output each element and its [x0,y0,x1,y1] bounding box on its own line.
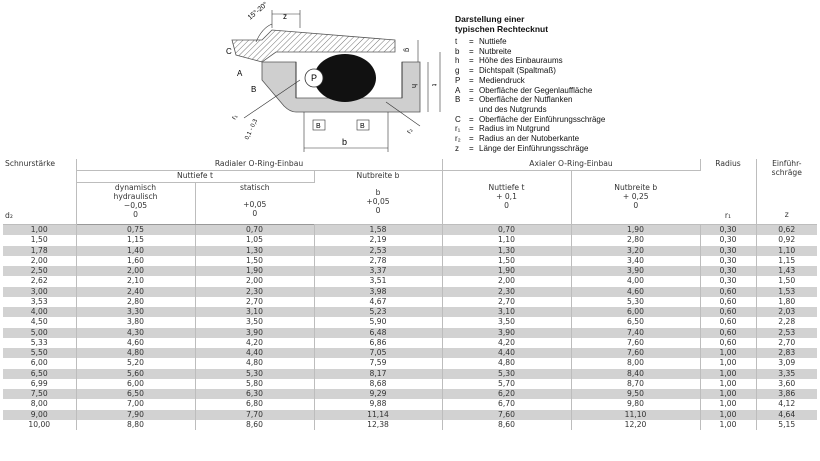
table-cell: 4,20 [195,338,314,348]
label-r1: r₁ [230,113,240,121]
table-cell: 7,70 [195,410,314,420]
table-cell: 2,62 [3,276,76,286]
label-b: b [342,137,348,147]
label-z: z [283,12,287,21]
legend-item [455,37,605,47]
table-cell: 6,80 [195,399,314,409]
table-cell: 6,48 [314,328,442,338]
legend-text: und des Nutgrunds [479,104,547,114]
legend-item [455,66,605,76]
table-row [3,317,817,327]
table-cell: 7,90 [76,410,195,420]
table-cell: 1,30 [442,246,571,256]
table-cell: 5,20 [76,358,195,368]
table-cell: 2,70 [756,338,817,348]
table-cell: 7,40 [571,328,700,338]
table-cell: 12,20 [571,420,700,430]
table-cell: 6,20 [442,389,571,399]
table-cell: 2,53 [314,246,442,256]
table-cell: 2,80 [76,297,195,307]
table-cell: 2,00 [76,266,195,276]
table-cell: 2,80 [571,235,700,245]
table-cell: 0,60 [700,338,756,348]
legend-symbol: h [455,56,460,66]
table-cell: 3,90 [571,266,700,276]
table-cell: 3,09 [756,358,817,368]
legend-equals: = [469,85,474,95]
legend-item [455,105,605,115]
label-g: g [403,48,410,52]
table-cell: 3,60 [756,379,817,389]
table-row [3,358,817,368]
table-cell: 5,23 [314,307,442,317]
table-cell: 5,00 [3,328,76,338]
table-row [3,235,817,245]
table-cell: 9,80 [571,399,700,409]
legend-text: Oberfläche der Gegenlauffläche [479,85,593,95]
table-cell: 4,50 [3,317,76,327]
table-cell: 4,20 [442,338,571,348]
legend-text: Mediendruck [479,75,525,85]
col-dynamic: dynamisch hydraulisch −0,05 0 [76,183,195,225]
legend-equals: = [469,124,474,134]
table-row [3,379,817,389]
table-cell: 1,50 [195,256,314,266]
groove-drawing [0,0,820,158]
table-cell: 2,70 [195,297,314,307]
table-cell: 7,60 [571,338,700,348]
legend-text: Radius an der Nutoberkante [479,134,580,144]
label-range: 0,1 - 0,3 [244,118,260,141]
col-cord: Schnurstärke d₂ [3,159,76,225]
table-row [3,338,817,348]
table-cell: 7,60 [442,410,571,420]
table-cell: 7,59 [314,358,442,368]
col-radial-width: Nutbreite b b +0,05 0 [314,171,442,225]
table-row [3,369,817,379]
table-cell: 0,30 [700,266,756,276]
table-cell: 4,12 [756,399,817,409]
table-cell: 4,00 [571,276,700,286]
table-cell: 5,90 [314,317,442,327]
table-cell: 1,00 [700,399,756,409]
table-row [3,399,817,409]
table-cell: 6,50 [3,369,76,379]
table-cell: 4,80 [76,348,195,358]
legend-equals: = [469,95,474,105]
table-cell: 1,78 [3,246,76,256]
legend-symbol: g [455,66,460,76]
col-radial: Radialer O-Ring-Einbau [76,159,442,171]
table-cell: 3,50 [195,317,314,327]
table-row [3,348,817,358]
table-row [3,328,817,338]
table-row [3,410,817,420]
table-cell: 2,78 [314,256,442,266]
legend-symbol: r₁ [455,124,461,134]
table-cell: 2,70 [442,297,571,307]
table-cell: 1,80 [756,297,817,307]
table-cell: 3,40 [571,256,700,266]
table-cell: 0,75 [76,225,195,236]
table-cell: 0,30 [700,235,756,245]
table-cell: 8,60 [195,420,314,430]
table-row [3,246,817,256]
table-cell: 1,00 [700,358,756,368]
housing-upper [232,30,395,62]
label-h: h [410,84,417,88]
col-axial-width: Nutbreite b + 0,25 0 [571,171,700,225]
table-cell: 4,80 [442,358,571,368]
table-cell: 4,64 [756,410,817,420]
table-cell: 8,80 [76,420,195,430]
table-cell: 8,00 [3,399,76,409]
table-cell: 1,90 [571,225,700,236]
table-cell: 12,38 [314,420,442,430]
label-c: C [226,47,232,56]
table-cell: 2,53 [756,328,817,338]
table-cell: 4,30 [76,328,195,338]
legend-equals: = [469,66,474,76]
table-cell: 5,80 [195,379,314,389]
table-cell: 1,05 [195,235,314,245]
table-cell: 9,50 [571,389,700,399]
table-cell: 1,30 [195,246,314,256]
legend-equals: = [469,46,474,56]
table-cell: 5,30 [442,369,571,379]
table-row [3,297,817,307]
table-cell: 4,40 [442,348,571,358]
legend-equals: = [469,37,474,46]
legend-symbol: B [455,95,461,105]
legend-equals: = [469,56,474,66]
table-row [3,389,817,399]
label-t: t [430,84,437,86]
table-cell: 2,00 [3,256,76,266]
table-cell: 0,30 [700,246,756,256]
table-cell: 1,53 [756,287,817,297]
table-cell: 2,40 [76,287,195,297]
table-cell: 6,00 [571,307,700,317]
table-cell: 3,90 [442,328,571,338]
table-cell: 11,14 [314,410,442,420]
legend-symbol: r₂ [455,134,461,144]
table-cell: 3,20 [571,246,700,256]
table-cell: 2,50 [3,266,76,276]
table-cell: 4,60 [571,287,700,297]
table-cell: 4,40 [195,348,314,358]
table-cell: 0,60 [700,287,756,297]
legend-symbol: z [455,143,459,153]
table-cell: 8,68 [314,379,442,389]
table-cell: 1,00 [700,389,756,399]
legend-text: Nuttiefe [479,37,507,46]
legend-symbol: P [455,75,461,85]
table-cell: 1,00 [700,379,756,389]
legend-text: Nutbreite [479,46,512,56]
table-cell: 3,98 [314,287,442,297]
table-cell: 8,00 [571,358,700,368]
table-cell: 0,60 [700,328,756,338]
legend-item [455,56,605,66]
legend-title-2: typischen Rechtecknut [455,24,549,34]
table-cell: 3,53 [3,297,76,307]
table-cell: 2,00 [442,276,571,286]
table-cell: 1,10 [442,235,571,245]
legend-text: Höhe des Einbauraums [479,56,563,66]
table-cell: 1,00 [700,369,756,379]
table-cell: 2,30 [195,287,314,297]
table-cell: 1,00 [3,225,76,236]
label-b-box-2: B [360,123,365,130]
table-cell: 3,35 [756,369,817,379]
table-cell: 3,80 [76,317,195,327]
table-row [3,276,817,286]
table-cell: 5,15 [756,420,817,430]
label-p: P [310,73,318,83]
table-cell: 8,17 [314,369,442,379]
table-cell: 0,60 [700,317,756,327]
legend-text: Oberfläche der Einführungsschräge [479,114,606,124]
legend-equals: = [469,134,474,144]
table-cell: 4,60 [76,338,195,348]
table-cell: 0,70 [195,225,314,236]
table-cell: 0,60 [700,307,756,317]
table-cell: 6,70 [442,399,571,409]
table-cell: 1,15 [756,256,817,266]
legend-text: Oberfläche der Nutflanken [479,95,573,105]
table-cell: 10,00 [3,420,76,430]
table-row [3,266,817,276]
legend-text: Dichtspalt (Spaltmaß) [479,66,556,76]
table-cell: 0,30 [700,276,756,286]
table-cell: 3,30 [76,307,195,317]
table-cell: 3,10 [442,307,571,317]
label-b-box-1: B [316,123,321,130]
table-cell: 9,29 [314,389,442,399]
table-cell: 8,40 [571,369,700,379]
table-cell: 5,50 [3,348,76,358]
legend-item [455,144,605,154]
table-cell: 0,92 [756,235,817,245]
legend-equals: = [469,143,474,153]
col-axial-depth: Nuttiefe t + 0,1 0 [442,171,571,225]
legend-equals: = [469,114,474,124]
table-cell: 5,70 [442,379,571,389]
table-cell: 1,50 [3,235,76,245]
table-cell: 1,50 [756,276,817,286]
table-cell: 6,50 [571,317,700,327]
table-cell: 6,99 [3,379,76,389]
legend-item [455,134,605,144]
legend-title-1: Darstellung einer [455,14,525,24]
label-b-left: B [251,85,257,94]
col-radius: Radius r₁ [700,159,756,225]
legend-equals [469,105,479,115]
table-cell: 1,50 [442,256,571,266]
table-cell: 0,30 [700,225,756,236]
table-cell: 1,58 [314,225,442,236]
table-cell: 1,60 [76,256,195,266]
table-cell: 1,00 [700,348,756,358]
table-cell: 2,83 [756,348,817,358]
col-static: statisch +0,05 0 [195,183,314,225]
label-angle: 15°-20° [246,1,270,22]
table-cell: 1,43 [756,266,817,276]
legend-item [455,47,605,57]
table-row [3,307,817,317]
table-cell: 2,30 [442,287,571,297]
table-cell: 8,70 [571,379,700,389]
col-radial-depth: Nuttiefe t [76,171,314,183]
table-row [3,225,817,236]
table-cell: 0,70 [442,225,571,236]
table-row [3,420,817,430]
table-cell: 7,05 [314,348,442,358]
legend-symbol: t [455,37,458,46]
table-row [3,256,817,266]
table-cell: 1,40 [76,246,195,256]
table-cell: 1,00 [700,420,756,430]
table-cell: 2,19 [314,235,442,245]
table-cell: 1,90 [195,266,314,276]
label-r2: r₂ [405,127,415,135]
table-cell: 0,30 [700,256,756,266]
table-cell: 3,37 [314,266,442,276]
table-cell: 6,00 [76,379,195,389]
legend-items [455,37,605,153]
table-cell: 4,00 [3,307,76,317]
table-cell: 9,88 [314,399,442,409]
table-cell: 5,33 [3,338,76,348]
legend-symbol [455,105,469,115]
legend-item [455,124,605,134]
table-cell: 8,60 [442,420,571,430]
legend-text: Radius im Nutgrund [479,124,550,134]
table-cell: 2,28 [756,317,817,327]
table-body [3,225,817,431]
table-cell: 3,51 [314,276,442,286]
table-cell: 3,10 [195,307,314,317]
table-cell: 5,60 [76,369,195,379]
legend-symbol: A [455,85,461,95]
table-cell: 1,10 [756,246,817,256]
table-cell: 6,86 [314,338,442,348]
table-cell: 11,10 [571,410,700,420]
table-cell: 7,60 [571,348,700,358]
table-cell: 4,80 [195,358,314,368]
table-cell: 6,50 [76,389,195,399]
table-cell: 4,67 [314,297,442,307]
legend [455,14,605,153]
legend-symbol: C [455,114,461,124]
table-cell: 2,10 [76,276,195,286]
table-cell: 2,00 [195,276,314,286]
table-cell: 3,50 [442,317,571,327]
legend-item [455,86,605,96]
table-cell: 7,50 [3,389,76,399]
dimension-table [3,159,817,430]
legend-text: Länge der Einführungsschräge [479,143,589,153]
table-cell: 5,30 [195,369,314,379]
legend-item [455,95,605,105]
legend-equals: = [469,75,474,85]
table-cell: 0,62 [756,225,817,236]
table-cell: 5,30 [571,297,700,307]
table-cell: 2,03 [756,307,817,317]
label-a: A [237,69,243,78]
col-axial: Axialer O-Ring-Einbau [442,159,700,171]
legend-item [455,76,605,86]
table-row [3,287,817,297]
table-cell: 0,60 [700,297,756,307]
legend-symbol: b [455,46,460,56]
table-cell: 1,90 [442,266,571,276]
table-cell: 1,00 [700,410,756,420]
table-cell: 3,00 [3,287,76,297]
table-cell: 7,00 [76,399,195,409]
table-cell: 3,86 [756,389,817,399]
table-cell: 6,00 [3,358,76,368]
table-cell: 6,30 [195,389,314,399]
table-cell: 3,90 [195,328,314,338]
table-cell: 1,15 [76,235,195,245]
table-cell: 9,00 [3,410,76,420]
col-chamfer: Einführ-schräge z [756,159,817,225]
legend-item [455,115,605,125]
